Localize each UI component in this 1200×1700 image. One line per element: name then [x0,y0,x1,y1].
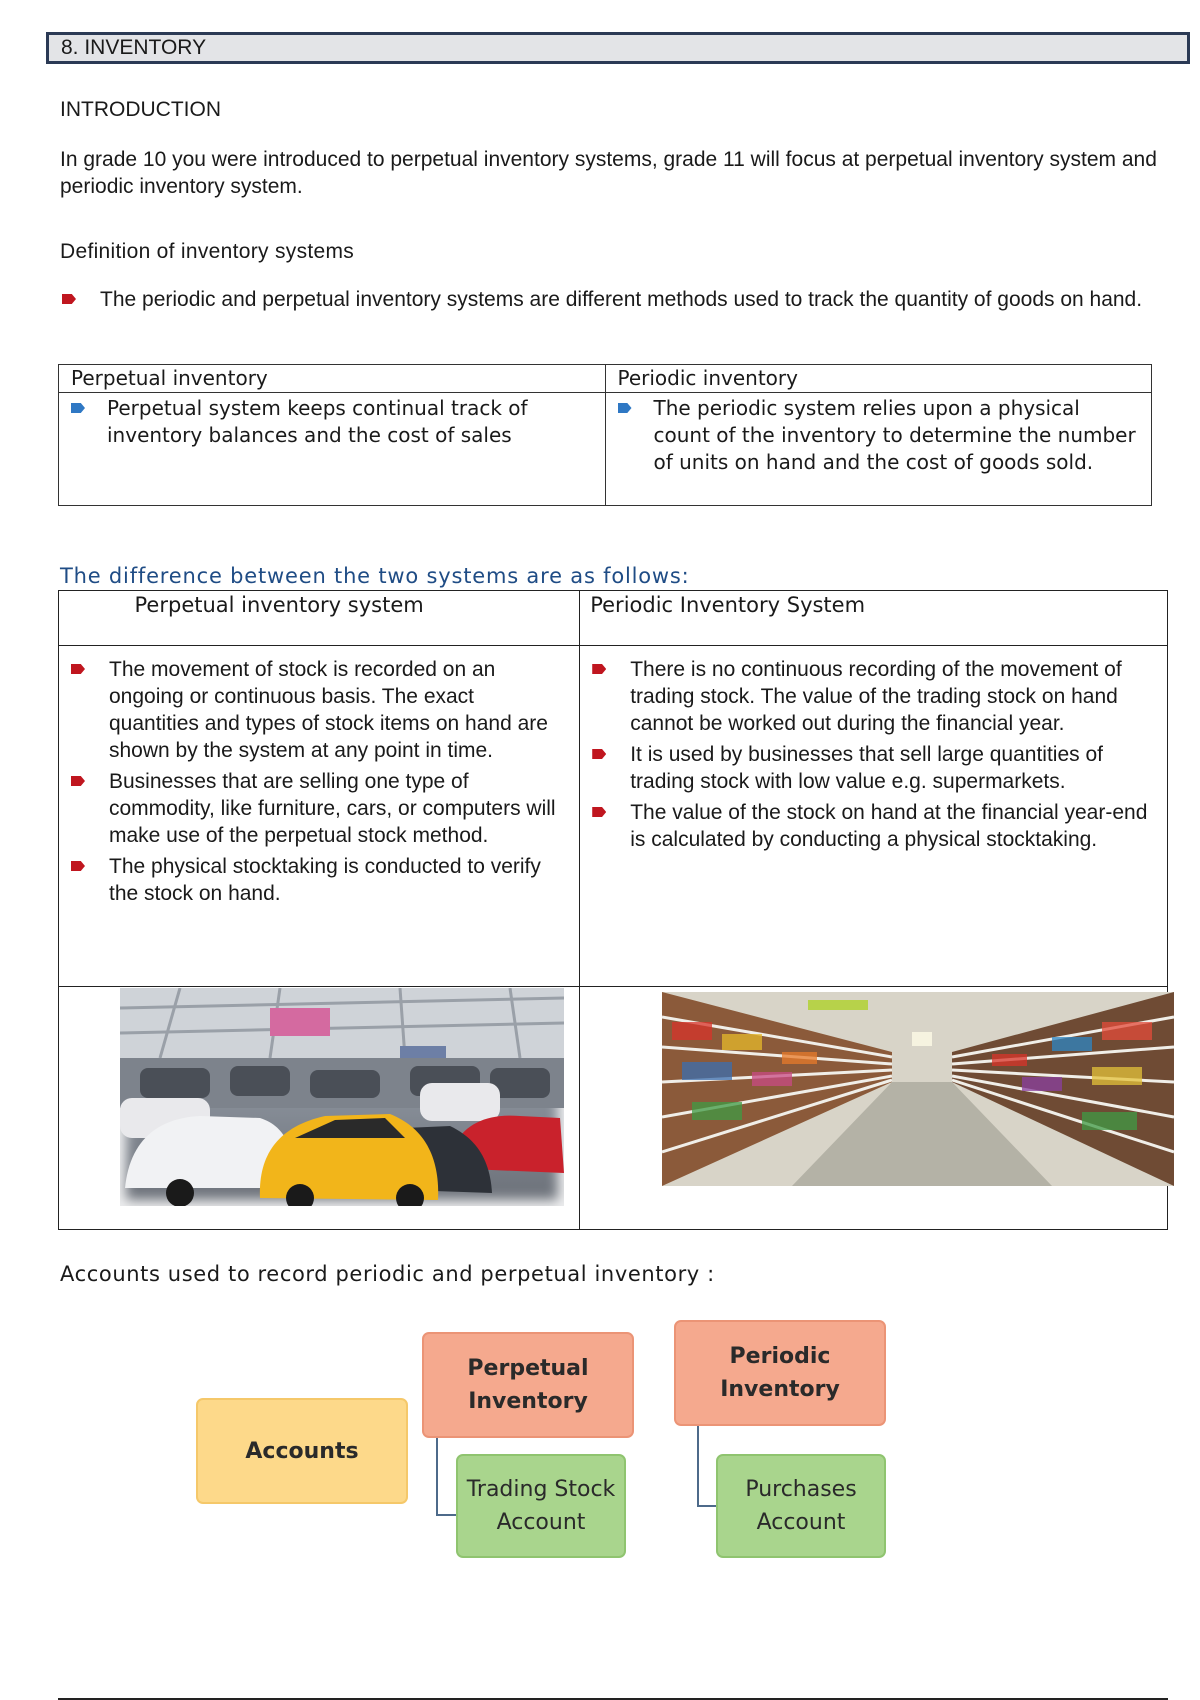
periodic-inventory-box [674,1320,886,1426]
difference-heading: The difference between the two systems are as follows: [60,564,690,588]
supermarket-aisle-image [662,992,1174,1186]
periodic-definition-cell [605,393,1152,506]
periodic-definition-text: The periodic system relies upon a physical count of the inventory to determine the number of units on hand and the cost of goods sold. [653,396,1136,474]
intro-heading: INTRODUCTION [60,98,221,121]
periodic-points-cell [580,646,1168,987]
purchases-account-box [716,1454,886,1558]
perpetual-point-2: Businesses that are selling one type of commodity, like furniture, cars, or computers will make use of the perpetual stock method. [109,770,556,847]
trading-stock-account-box [456,1454,626,1558]
trading-stock-account-label: Trading Stock Account [466,1477,616,1535]
perpetual-point-3: The physical stocktaking is conducted to verify the stock on hand. [109,855,541,905]
perpetual-points-cell [59,646,580,987]
section-header [46,32,1190,64]
perpetual-inventory-label: Perpetual Inventory [467,1356,589,1414]
list-item [592,741,1157,795]
periodic-point-2: It is used by businesses that sell large quantities of trading stock with low value e.g. supermarkets. [630,743,1103,793]
red-bullet-icon [71,776,85,786]
red-bullet-icon [592,664,606,674]
periodic-point-1: There is no continuous recording of the movement of trading stock. The value of the trading stock on hand cannot be worked out during the financial year. [630,658,1122,735]
purchases-account-label: Purchases Account [745,1477,857,1535]
red-bullet-icon [71,861,85,871]
perpetual-system-header: Perpetual inventory system [59,591,580,646]
car-showroom-image [120,988,564,1206]
list-item [592,799,1157,853]
perpetual-definition-text: Perpetual system keeps continual track of inventory balances and the cost of sales [107,396,528,447]
section-title: 8. INVENTORY [61,36,207,59]
red-bullet-icon [62,294,76,304]
definition-heading: Definition of inventory systems [60,240,355,263]
periodic-point-3: The value of the stock on hand at the financial year-end is calculated by conducting a physical stocktaking. [630,801,1148,851]
definition-bullet [62,286,1162,313]
blue-bullet-icon [71,403,85,413]
intro-text: In grade 10 you were introduced to perpetual inventory systems, grade 11 will focus at perpetual inventory system and periodic inventory system. [60,148,1157,198]
perpetual-inventory-box [422,1332,634,1438]
blue-bullet-icon [618,403,632,413]
red-bullet-icon [592,807,606,817]
accounts-heading: Accounts used to record periodic and perpetual inventory : [60,1262,715,1286]
red-bullet-icon [71,664,85,674]
red-bullet-icon [592,749,606,759]
perpetual-point-1: The movement of stock is recorded on an ongoing or continuous basis. The exact quantities and types of stock items on hand are shown by the system at any point in time. [109,658,548,762]
list-item [71,768,569,849]
periodic-system-header: Periodic Inventory System [580,591,1168,646]
perpetual-header: Perpetual inventory [59,365,606,393]
periodic-inventory-label: Periodic Inventory [720,1344,840,1402]
list-item [592,656,1157,737]
perpetual-definition-cell [59,393,606,506]
list-item [71,853,569,907]
accounts-box-label: Accounts [245,1438,359,1464]
definition-bullet-text: The periodic and perpetual inventory systems are different methods used to track the quantity of goods on hand. [100,288,1143,311]
definition-table [58,364,1152,506]
list-item [71,656,569,764]
accounts-box [196,1398,408,1504]
periodic-header: Periodic inventory [605,365,1152,393]
